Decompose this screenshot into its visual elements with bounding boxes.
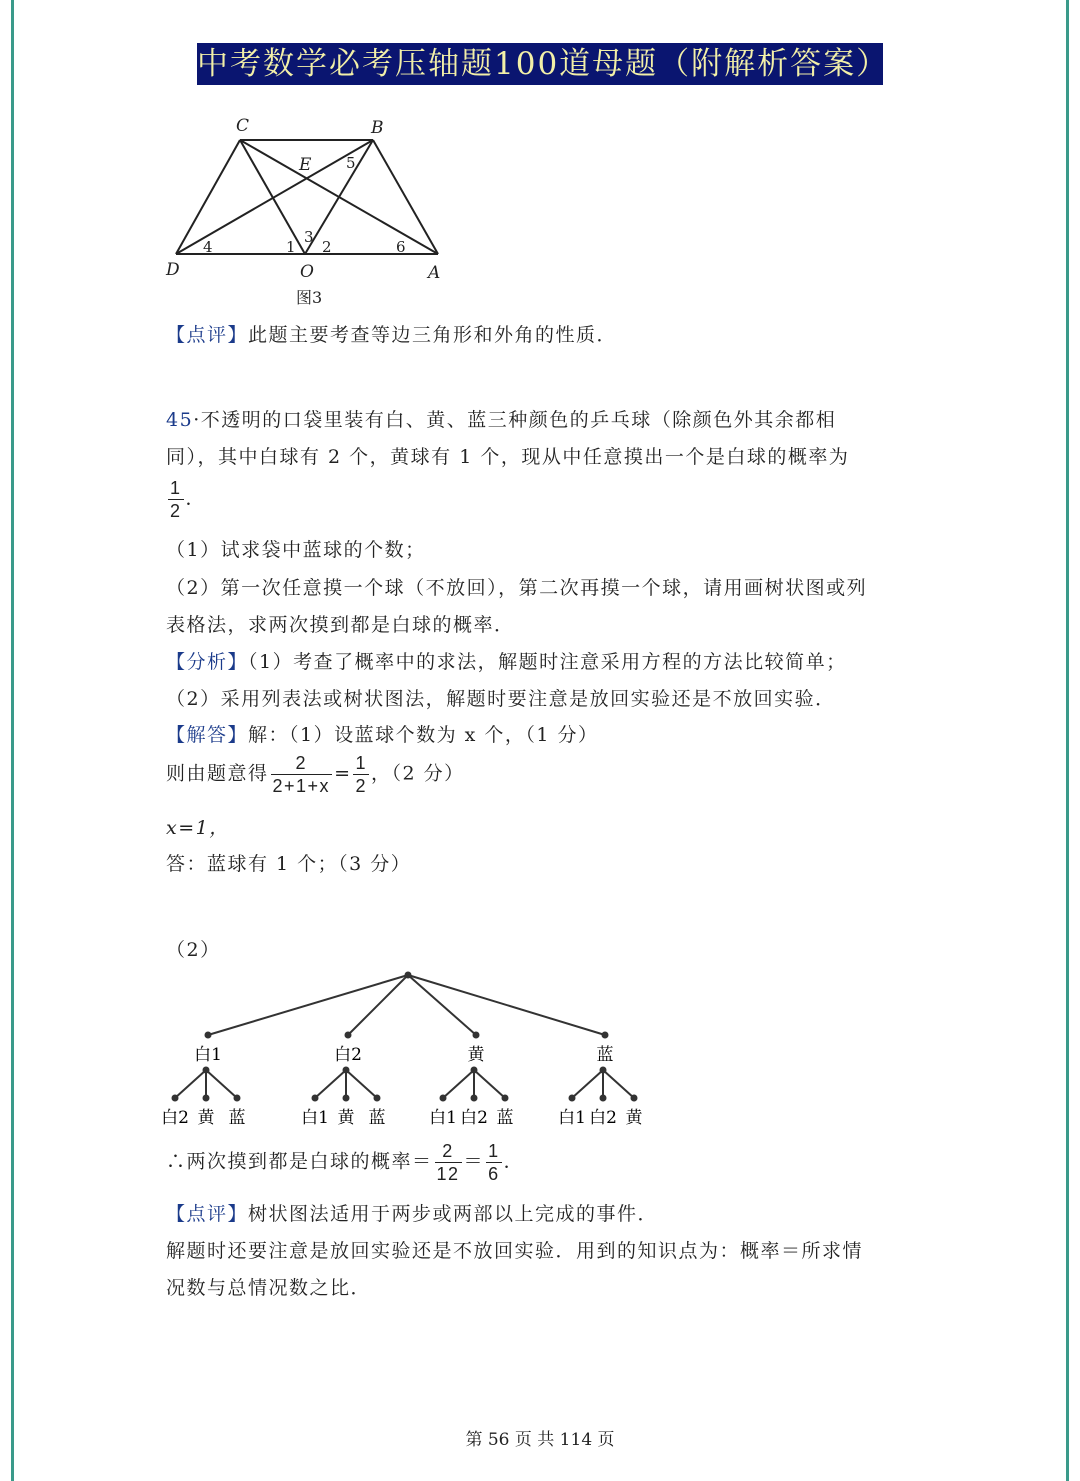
tree-node — [374, 1095, 381, 1102]
tree-node — [600, 1095, 607, 1102]
page-footer: 第 56 页 共 114 页 — [465, 1430, 615, 1450]
tree-branch — [346, 1070, 377, 1098]
comment-text: 树状图法适用于两步或两部以上完成的事件． — [248, 1203, 659, 1225]
tree-node — [172, 1095, 179, 1102]
answer-line-4: 答：蓝球有 1 个；（3 分） — [166, 853, 412, 875]
period: ． — [503, 1150, 525, 1173]
denominator: 6 — [488, 1164, 500, 1184]
tree-label-level1: 蓝 — [596, 1045, 614, 1065]
answer-tag: 【解答】 — [166, 724, 249, 746]
tree-node — [473, 1032, 480, 1039]
question-part-2b: 表格法，求两次摸到都是白球的概率． — [166, 614, 515, 636]
answer-text: 则由题意得 — [166, 762, 269, 785]
tree-branch — [443, 1070, 474, 1098]
answer-part-2: （2） — [166, 939, 221, 961]
tree-branch — [315, 1070, 346, 1098]
tree-label-level2: 白2 — [589, 1108, 617, 1128]
equals: = — [334, 762, 352, 785]
question-part-2a: （2）第一次任意摸一个球（不放回），第二次再摸一个球，请用画树状图或列 — [166, 577, 868, 599]
angle-2: 2 — [322, 238, 332, 256]
comment-2-line-1 — [166, 1199, 658, 1226]
tree-label-level1: 白1 — [194, 1045, 222, 1065]
equals: ＝ — [463, 1150, 485, 1173]
angle-5: 5 — [346, 154, 356, 172]
question-45-line-2: 同），其中白球有 2 个，黄球有 1 个，现从中任意摸出一个是白球的概率为 — [166, 446, 850, 468]
tree-node — [602, 1032, 609, 1039]
tree-branch — [175, 1070, 206, 1098]
angle-3: 3 — [304, 228, 314, 246]
answer-text: 解：（1）设蓝球个数为 x 个，（1 分） — [248, 724, 599, 746]
tree-node — [343, 1095, 350, 1102]
comment-2-line-3: 况数与总情况数之比． — [166, 1277, 372, 1299]
tree-label-level2: 白2 — [161, 1108, 189, 1128]
question-text: ·不透明的口袋里装有白、黄、蓝三种颜色的乒乓球（除颜色外其余都相 — [193, 409, 837, 431]
angle-4: 4 — [203, 238, 213, 256]
point-e: E — [299, 155, 312, 175]
tree-label-level2: 蓝 — [228, 1108, 246, 1128]
tree-node — [203, 1095, 210, 1102]
point-d: D — [166, 260, 180, 280]
tree-label-level2: 黄 — [197, 1108, 215, 1128]
tree-label-level2: 蓝 — [368, 1108, 386, 1128]
denominator: 2 — [355, 776, 367, 796]
angle-1: 1 — [286, 238, 296, 256]
denominator: 12 — [436, 1164, 460, 1184]
tree-node — [471, 1095, 478, 1102]
tree-node — [234, 1095, 241, 1102]
page-title: 中考数学必考压轴题100道母题（附解析答案） — [197, 43, 883, 85]
tree-node — [569, 1095, 576, 1102]
tree-node — [205, 1032, 212, 1039]
comment-tag: 【点评】 — [166, 1203, 249, 1225]
tree-branch — [408, 975, 476, 1035]
comment-text: 此题主要考查等边三角形和外角的性质． — [248, 324, 618, 346]
tree-label-level2: 黄 — [625, 1108, 643, 1128]
question-number: 45 — [166, 409, 194, 431]
numerator: 2 — [435, 1140, 462, 1163]
tree-label-level1: 黄 — [467, 1045, 485, 1065]
point-c: C — [236, 116, 250, 136]
tree-label-level2: 白2 — [460, 1108, 488, 1128]
figure-caption: 图3 — [296, 288, 323, 307]
tree-label-level2: 黄 — [337, 1108, 355, 1128]
tree-node — [345, 1032, 352, 1039]
tree-label-level1: 白2 — [334, 1045, 362, 1065]
point-b: B — [371, 118, 384, 138]
tree-label-level2: 白1 — [429, 1108, 457, 1128]
comment-2-line-2: 解题时还要注意是放回实验还是不放回实验．用到的知识点为：概率＝所求情 — [166, 1240, 864, 1262]
period: ． — [185, 487, 207, 510]
numerator: 1 — [488, 1141, 500, 1161]
tree-branch — [474, 1070, 505, 1098]
tree-label-level2: 白1 — [301, 1108, 329, 1128]
denominator: 2 — [170, 501, 182, 521]
analysis-text: （1）考查了概率中的求法，解题时注意采用方程的方法比较简单； — [248, 651, 847, 673]
analysis-line-2: （2）采用列表法或树状图法，解题时要注意是放回实验还是不放回实验． — [166, 688, 836, 710]
conclusion — [166, 1140, 524, 1185]
tree-branch — [408, 975, 605, 1035]
analysis-tag: 【分析】 — [166, 651, 249, 673]
tree-branch — [603, 1070, 634, 1098]
numerator: 2 — [271, 752, 333, 775]
answer-line-3: x=1， — [166, 817, 230, 839]
conclusion-text: ∴两次摸到都是白球的概率＝ — [166, 1150, 433, 1173]
angle-6: 6 — [396, 238, 406, 256]
comment-tag: 【点评】 — [166, 324, 249, 346]
tree-node — [440, 1095, 447, 1102]
denominator: 2+1+x — [272, 776, 331, 796]
tree-branch — [206, 1070, 237, 1098]
answer-text: ，（2 分） — [371, 762, 465, 785]
point-a: A — [428, 263, 441, 283]
numerator: 1 — [355, 753, 367, 773]
tree-node — [502, 1095, 509, 1102]
tree-node — [631, 1095, 638, 1102]
numerator: 1 — [170, 478, 182, 498]
tree-branch — [572, 1070, 603, 1098]
question-part-1: （1）试求袋中蓝球的个数； — [166, 539, 426, 561]
tree-label-level2: 蓝 — [496, 1108, 514, 1128]
tree-node — [312, 1095, 319, 1102]
tree-label-level2: 白1 — [558, 1108, 586, 1128]
point-o: O — [300, 262, 314, 282]
